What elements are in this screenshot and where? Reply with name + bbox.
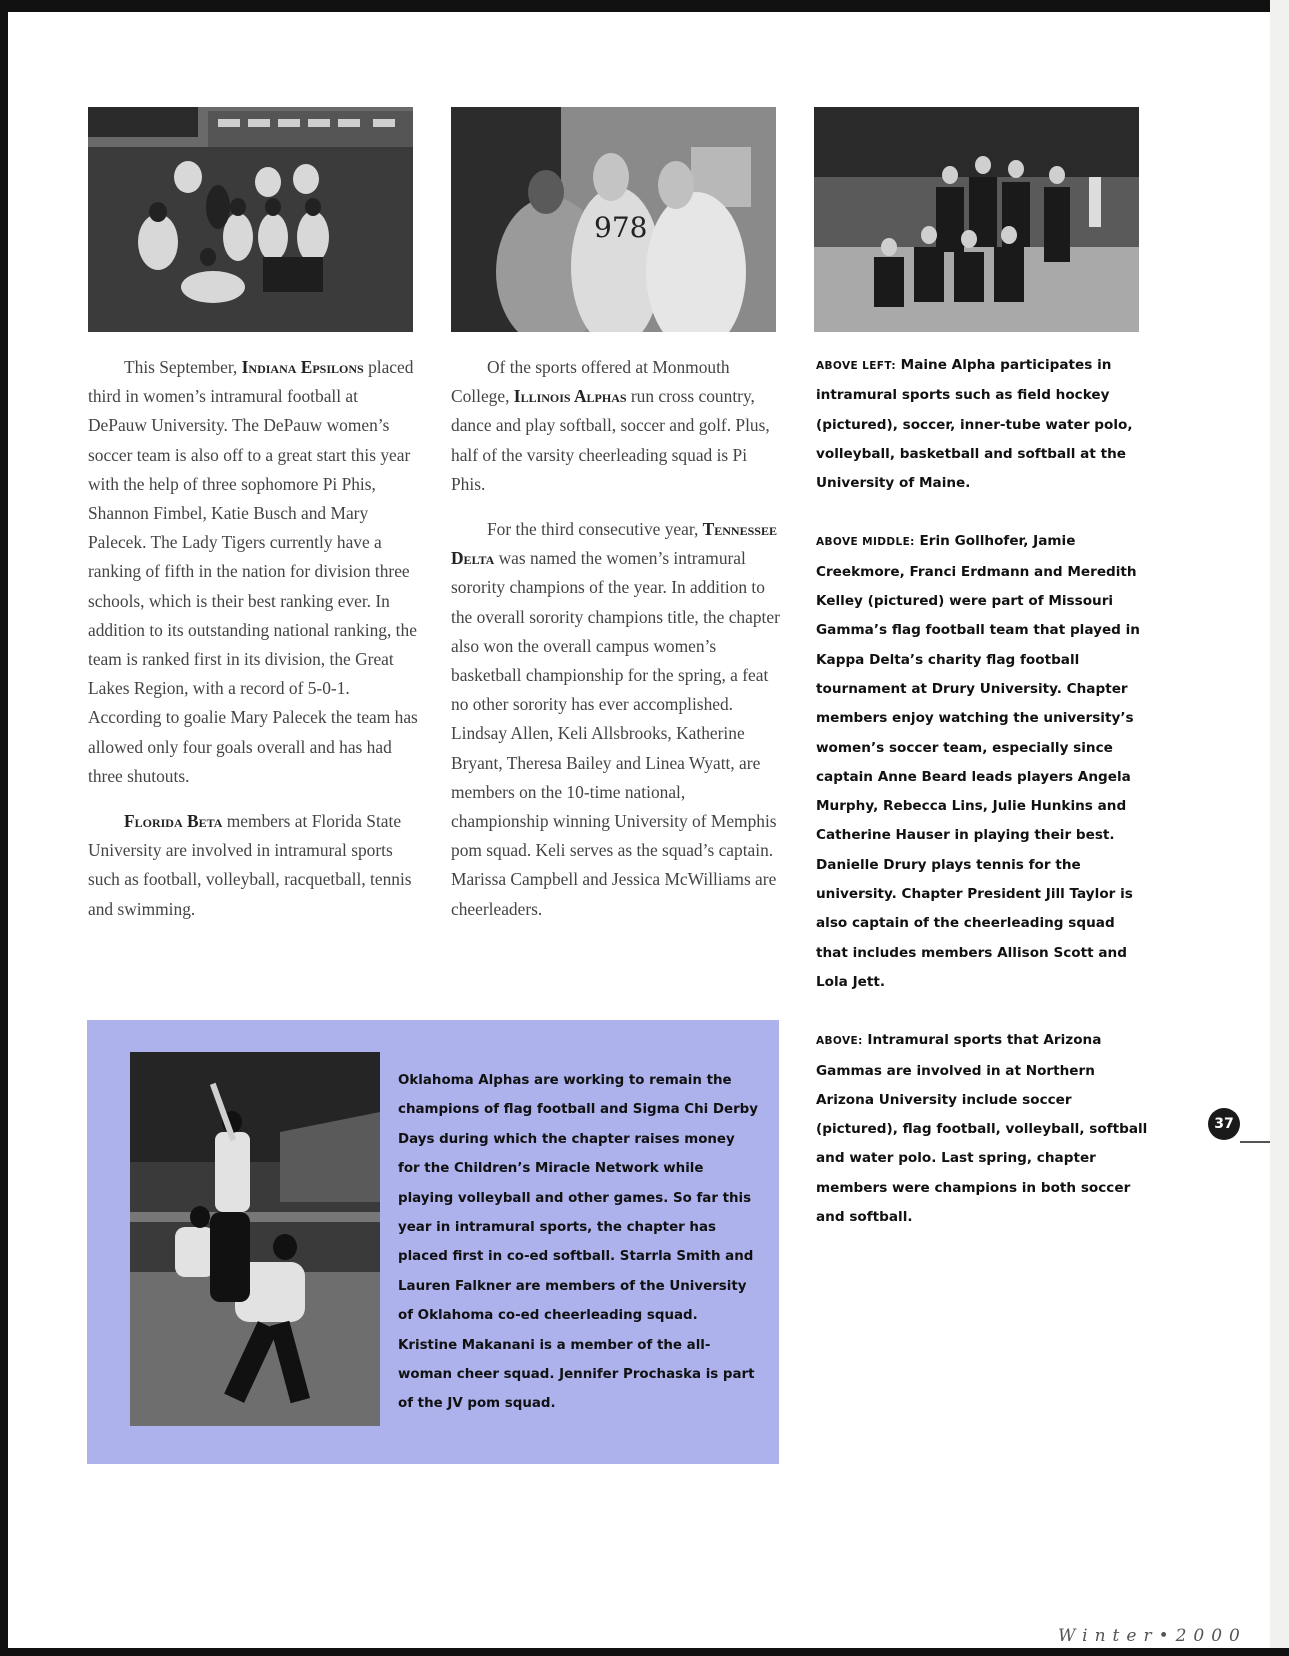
caption-above-left: ABOVE LEFT: Maine Alpha participates in intramural sports such as field hockey (pictured), soccer, inner-tube water polo, volleyball, basketball and softball at the University of Maine. (816, 357, 1133, 492)
paragraph-illinois-alpha: Of the sports offered at Monmouth College, Illinois Alphas run cross country, dance and play softball, soccer and golf. Plus, half of the varsity cheerleading squad is Pi Phis. (451, 357, 770, 494)
page-number-badge: 37 (1208, 1108, 1240, 1140)
paragraph-tennessee-delta: For the third consecutive year, Tennessee Delta was named the women’s intramural sorority champions of the year. In addition to the overall sorority champions title, the chapter also won the overall campus women’s basketball championship for the spring, a feat no other sorority has ever accomplished. Lindsay Allen, Keli Allsbrooks, Katherine Bryant, Theresa Bailey and Linea Wyatt, are members on the 10-time national, championship winning University of Memphis pom squad. Keli serves as the squad’s captain. Marissa Campbell and Jessica McWilliams are cheerleaders. (451, 519, 780, 919)
photo-missouri-gamma-players (451, 107, 776, 332)
caption-above-middle: ABOVE MIDDLE: Erin Gollhofer, Jamie Creekmore, Franci Erdmann and Meredith Kelley (pictured) were part of Missouri Gamma’s flag football team that played in Kappa Delta’s charity flag football tournament at Drury University. Chapter members enjoy watching the university’s women’s soccer team, especially since captain Anne Beard leads players Angela Murphy, Rebecca Lins, Julie Hunkins and Catherine Hauser in playing their best. Danielle Drury plays tennis for the university. Chapter President Jill Taylor is also captain of the cheerleading squad that includes members Allison Scott and Lola Jett. (816, 533, 1140, 990)
article-column-2 (451, 353, 781, 924)
chapter-name-florida-beta: Florida Beta (124, 811, 223, 832)
photo-captions-column (816, 351, 1151, 1261)
jersey-number: 978 (594, 211, 648, 244)
paragraph-indiana-epsilon: This September, Indiana Epsilons placed third in women’s intramural football at DePauw University. The DePauw women’s soccer team is also off to a great start this year with the help of three sophomore Pi Phis, Shannon Fimbel, Katie Busch and Mary Palecek. The Lady Tigers currently have a ranking of fifth in the nation for division three schools, which is their best ranking ever. In addition to its outstanding national ranking, the team is ranked first in its division, the Great Lakes Region, with a record of 5-0-1. According to goalie Mary Palecek the team has allowed only four goals overall and has had three shutouts. (88, 357, 418, 786)
photo-maine-alpha-field-hockey (814, 107, 1139, 332)
chapter-name-tennessee-delta: Tennessee Delta (451, 519, 777, 569)
page-number-rule (1240, 1141, 1270, 1143)
paragraph-florida-beta: Florida Beta members at Florida State University are involved in intramural sports such as football, volleyball, racquetball, tennis and swimming. (88, 811, 412, 919)
scan-top-edge (0, 0, 1289, 12)
chapter-name-indiana-epsilons: Indiana Epsilons (241, 357, 364, 377)
caption-above: ABOVE: Intramural sports that Arizona Gammas are involved in at Northern Arizona University include soccer (pictured), flag football, volleyball, softball and water polo. Last spring, chapter members were champions in both soccer and softball. (816, 1032, 1148, 1226)
scan-right-margin (1270, 0, 1289, 1656)
article-column-1 (88, 353, 418, 924)
scan-bottom-edge (0, 1648, 1289, 1656)
photo-indiana-epsilon-team (88, 107, 413, 332)
chapter-name-illinois-alphas: Illinois Alphas (513, 386, 627, 407)
photo-oklahoma-alpha-flag-football (130, 1052, 380, 1426)
issue-footer: Winter•2000 (1058, 1626, 1247, 1646)
scan-left-edge (0, 0, 8, 1656)
oklahoma-alpha-box-text: Oklahoma Alphas are working to remain the champions of flag football and Sigma Chi Derby Days during which the chapter raises money for the Children’s Miracle Network while playing volleyball and other games. So far this year in intramural sports, the chapter has placed first in co-ed softball. Starrla Smith and Lauren Falkner are members of the University of Oklahoma co-ed cheerleading squad. Kristine Makanani is a member of the all-woman cheer squad. Jennifer Prochaska is part of the JV pom squad. (398, 1073, 758, 1412)
